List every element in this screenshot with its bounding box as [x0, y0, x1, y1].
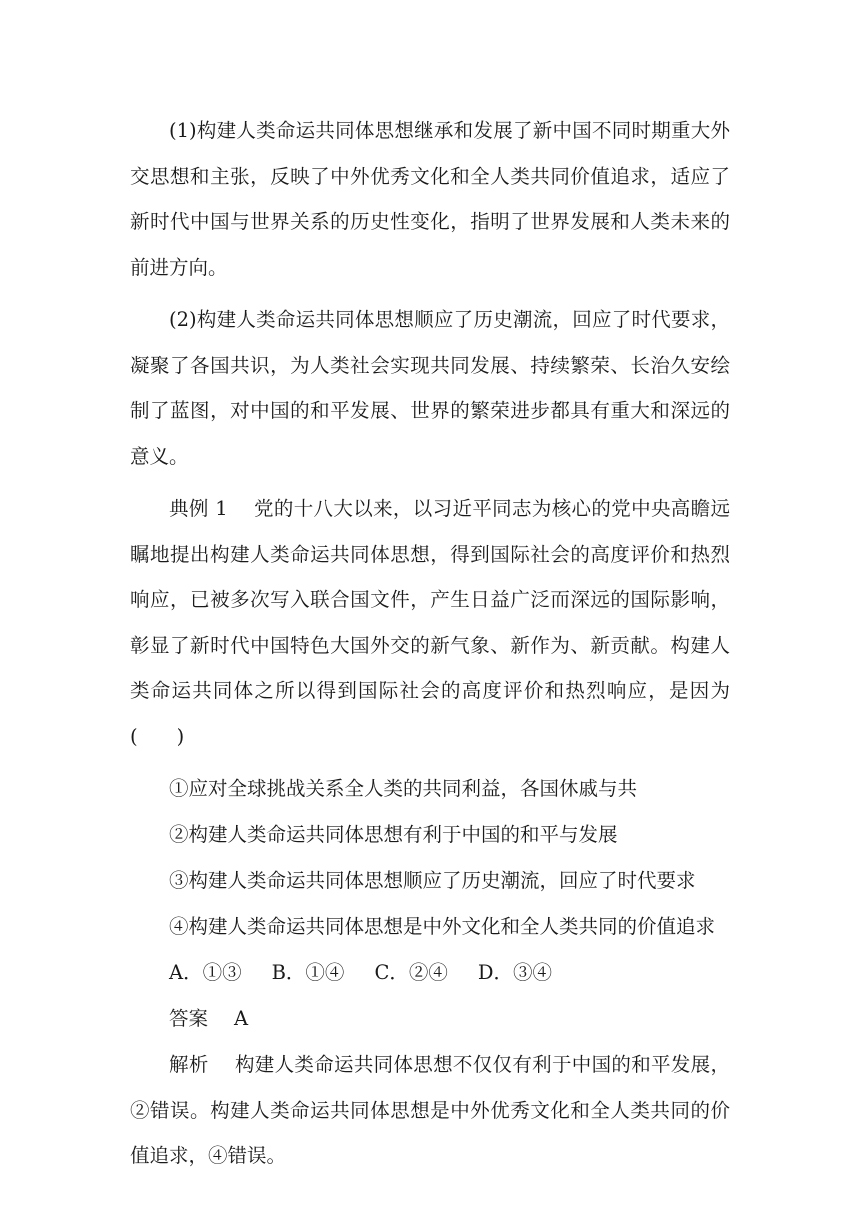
- document-body: [130, 108, 730, 1186]
- option-c: C．②④: [374, 961, 448, 984]
- statement-4: ④构建人类命运共同体思想是中外文化和全人类共同的价值追求: [169, 915, 716, 938]
- answer-options: [130, 950, 730, 996]
- statement-1: ①应对全球挑战关系全人类的共同利益，各国休戚与共: [169, 777, 638, 800]
- point-paragraph-2: (2)构建人类命运共同体思想顺应了历史潮流，回应了时代要求，凝聚了各国共识，为人类社会实现共同发展、持续繁荣、长治久安绘制了蓝图，对中国的和平发展、世界的繁荣进步都具有重大和深远的意义。: [130, 308, 730, 468]
- answer-value: A: [234, 1007, 249, 1030]
- example-question-text: 党的十八大以来，以习近平同志为核心的党中央高瞻远瞩地提出构建人类命运共同体思想，得到国际社会的高度评价和热烈响应，已被多次写入联合国文件，产生日益广泛而深远的国际影响，彰显了新时代中国特色大国外交的新气象、新作为、新贡献。构建人类命运共同体之所以得到国际社会的高度评价和热烈响应，是因为( ): [130, 497, 730, 748]
- analysis-text: 构建人类命运共同体思想不仅仅有利于中国的和平发展，②错误。构建人类命运共同体思想是中外优秀文化和全人类共同的价值追求，④错误。: [130, 1053, 730, 1167]
- statement-2: ②构建人类命运共同体思想有利于中国的和平与发展: [169, 823, 618, 846]
- answer-label: 答案: [169, 1007, 209, 1030]
- option-a: A．①③: [169, 961, 242, 984]
- analysis-label: 解析: [169, 1053, 209, 1076]
- point-paragraph-1: (1)构建人类命运共同体思想继承和发展了新中国不同时期重大外交思想和主张，反映了中外优秀文化和全人类共同价值追求，适应了新时代中国与世界关系的历史性变化，指明了世界发展和人类未来的前进方向。: [130, 119, 730, 279]
- option-b: B．①④: [271, 961, 345, 984]
- example-label: 典例 1: [169, 497, 228, 520]
- answer-line: [130, 996, 730, 1042]
- example-question: [130, 486, 730, 759]
- option-d: D．③④: [477, 961, 552, 984]
- statement-3: ③构建人类命运共同体思想顺应了历史潮流，回应了时代要求: [169, 869, 696, 892]
- analysis: [130, 1042, 730, 1179]
